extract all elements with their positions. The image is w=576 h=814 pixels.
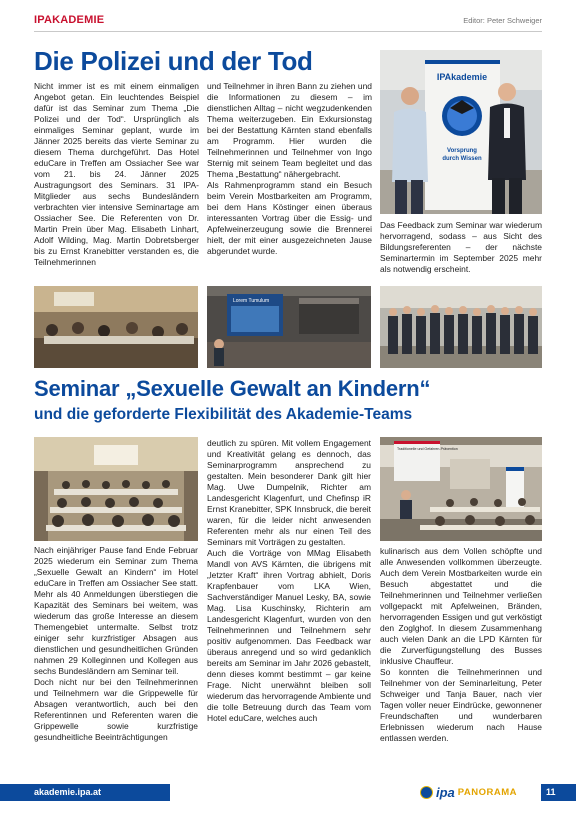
article1-column-3 [380, 220, 542, 280]
photo-seminar-audience [34, 286, 198, 368]
footer-url-link[interactable]: akademie.ipa.at [34, 787, 102, 797]
photo-presentation-screen-image [207, 286, 371, 368]
photo-presentation-screen [207, 286, 371, 368]
banner-slogan-line1: Vorsprung [447, 148, 477, 154]
editor-credit: Editor: Peter Schweiger [463, 16, 542, 25]
photo-seminar-audience-image [34, 286, 198, 368]
article1-paragraph: Als Rahmenprogramm stand ein Besuch beim Verein Mostbarkeiten am Programm, bei dem Hans Köstinger einen überaus interessanten Vortrag über die Essig- und Apfelweinerzeugung sowie die Brennerei hielt, der mit einer ausgezeichneten Jause abgerundet wurde. [207, 180, 372, 256]
article1-paragraph: Nicht immer ist es mit einem einmaligen Angebot getan. Ein leuchtendes Beispiel dafür ist das Seminar zum Thema „Die Polizei und der Tod“. Ursprünglich als einmaliges Seminar geplant, wurde im Jänner 2025 bereits das vierte Seminar zu diesem Thema durchgeführt. Das Hotel eduCare in Treffen am Ossiacher See war vom 21. bis 24. Jänner 2025 Austragungsort des Seminars. 31 IPA-Mitglieder aus sechs Bundesländern verbrachten vier intensive Seminartage am Ossiacher See. Die Referenten von Dr. Martin Prein über Mag. Elisabeth Linhart, Adolf Wilding, Mag. Martin Dobretsberger bis zu Ernst Kranebitter verstanden es, die Teilnehmerinnen [34, 81, 199, 267]
ipa-panorama-logo [420, 784, 517, 801]
banner-brand-text: IPAkademie [436, 72, 488, 82]
article2-column-1 [34, 545, 198, 770]
banner-slogan-line2: durch Wissen [442, 156, 482, 162]
article2-paragraph: So konnten die Teilnehmerinnen und Teilnehmer von der Seminarleitung, Peter Schweiger und Tanja Bauer, nach vier Tagen voller neuer Eindrücke, gewonnener Freundschaften und wunderbaren Erlebnissen wiederum nach Hause entlassen werden. [380, 667, 542, 743]
photo-group-picture [380, 286, 542, 368]
section-tag: IPAKADEMIE [34, 14, 105, 26]
slide-title-text: Traditionelle und Gefahren-Prävention [397, 447, 458, 451]
brand-panorama-text: PANORAMA [457, 787, 518, 798]
article2-subtitle: und die geforderte Flexibilität des Akademie-Teams [34, 406, 413, 423]
page-footer [0, 784, 576, 801]
photo-group-picture-image [380, 286, 542, 368]
footer-url-bar [0, 784, 170, 801]
brand-ipa-text: ipa [436, 785, 455, 800]
photo-speakers-with-banner-image [380, 50, 542, 214]
article2-paragraph: kulinarisch aus dem Vollen schöpfte und alle Anwesenden vollkommen überzeugte. Auch dem Verein Mostbarkeiten wurde ein Besuch abgestattet und die Teilnehmerinnen und Teilnehmer verließen vollgepackt mit Apfelweinen, Bränden, hervorragenden Essigen und gut verköstigt den Zoglghof. In diesem Zusammenhang auch vielen Dank an die LPD Kärnten für die Zurverfügungstellung des Busses inklusive Chauffeur. [380, 546, 542, 666]
article1-paragraph: Das Feedback zum Seminar war wiederum hervorragend, sodass – aus Sicht des Bildungsreferenten – der nächste Seminartermin im September 2025 mehr als notwendig erscheint. [380, 220, 542, 274]
ipa-seal-icon [420, 786, 433, 799]
article1-title: Die Polizei und der Tod [34, 46, 313, 76]
page-header [34, 14, 542, 32]
photo-speakers-with-banner [380, 50, 542, 214]
article1-paragraph: und Teilnehmer in ihren Bann zu ziehen und die Informationen zu diesem – im dienstlichen Alltag – nicht wegzudenkenden Thema weiterzugeben. Ein Exkursionstag bei der Bestattung Kärnten stand ebenfalls am Programm. Hier wurden die Teilnehmerinnen und Teilnehmer von Ingo Sternig mit seinem Team begleitet und das Thema „Bestattung“ nähergebracht. [207, 81, 372, 179]
article2-title: Seminar „Sexuelle Gewalt an Kindern“ [34, 376, 431, 401]
article2-column-3 [380, 546, 542, 770]
article2-paragraph: Doch nicht nur bei den Teilnehmerinnen und Teilnehmern war die Grippewelle für Absagen verantwortlich, auch bei den Referentinnen und Referenten waren die Grippewelle sowie kurzfristige gesundheitliche Beeinträchtigungen [34, 677, 198, 742]
article1-column-2 [207, 81, 372, 277]
slide-title-text: Lorem Tumulum [233, 298, 270, 304]
photo-seminar-classroom-image [34, 437, 198, 541]
article2-paragraph: deutlich zu spüren. Mit vollem Engagement und Kreativität gelang es dennoch, das Seminarprogramm ansprechend zu gestalten. Mein besonderer Dank gilt hier Mag. Uwe Dumpelnik, Richter am Landesgericht Klagenfurt, und Chefinsp iR Ernst Kranebitter, SPK Innsbruck, die bereit waren, für die leider nicht anwesenden Referenten mehr als nur einen Teil des Seminars mit Vorträgen zu gestalten. [207, 438, 371, 547]
photo-seminar-classroom [34, 437, 198, 541]
article2-column-2 [207, 438, 371, 770]
article2-paragraph: Auch die Vorträge von MMag Elisabeth Mandl von AVS Kärnten, die übrigens mit „letzter Kraft“ ihren Vortrag abhielt, Doris Krapfenbauer vom LKA Wien, Sachverständiger Manuel Lesky, BA, sowie Mag. Lisa Kuschinsky, Richterin am Landesgericht Klagenfurt, wurden von den Teilnehmerinnen und Teilnehmern sehr positiv aufgenommen. Das Feedback war überaus anregend und so wird gedanklich bereits am Seminar im Jahr 2026 gebastelt, denn dieses kommt bestimmt – gar keine Frage. Nicht unerwähnt bleiben soll wiederum das hervorragende Ambiente und die tolle Betreuung durch das Team vom Hotel eduCare, welches auch [207, 548, 371, 723]
photo-lecture-room-image [380, 437, 542, 541]
page-number: 11 [541, 784, 576, 801]
header-divider [34, 31, 542, 32]
article2-paragraph: Nach einjähriger Pause fand Ende Februar 2025 wiederum ein Seminar zum Thema „Sexuelle Gewalt an Kindern“ im Hotel eduCare in Treffen am Ossiacher See statt. Mehr als 40 Anmeldungen überstiegen die Kapazität des Seminars bei weitem, was wiederum das große Interesse an diesem Themengebiet untermalte. Selbst trotz einiger sehr kurzfristiger Absagen aus dienstlichen und gesundheitlichen Gründen nahmen 29 Kolleginnen und Kollegen aus sechs Bundesländern am Seminar teil. [34, 545, 198, 676]
article1-column-1 [34, 81, 199, 277]
photo-lecture-room [380, 437, 542, 541]
